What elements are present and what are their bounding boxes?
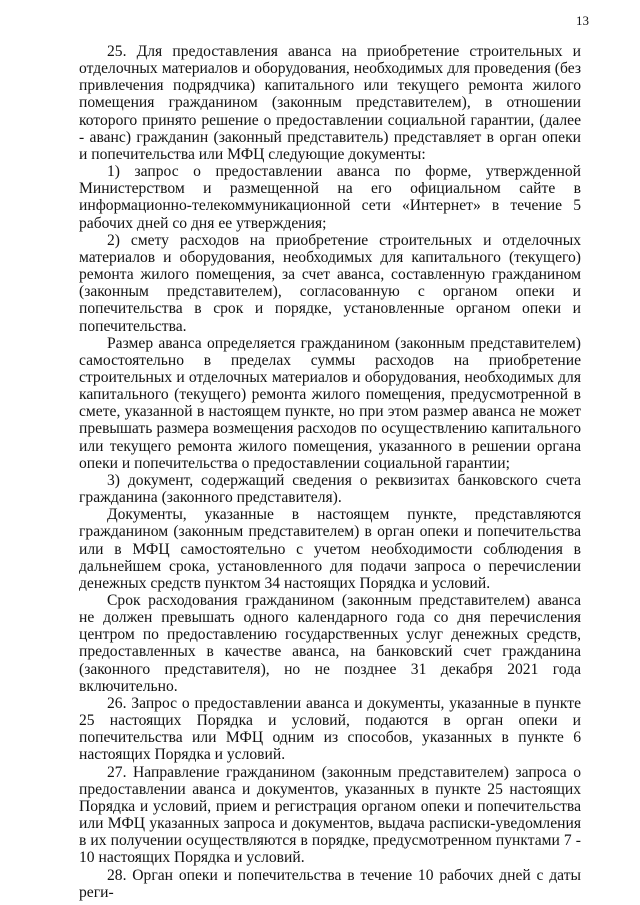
page-number: 13: [576, 13, 589, 28]
paragraph-item-27: 27. Направление гражданином (законным представителем) запроса о предоставлении аванса и документов, указанных в пункте 25 настоящих Порядка и условий, прием и регистрация органом опеки и попечительства или МФЦ указанных запроса и документов, выдача расписки-уведомления в их получении осуществляются в порядке, предусмотренном пунктами 7 - 10 настоящих Порядка и условий.: [79, 763, 581, 867]
paragraph-advance-amount: Размер аванса определяется гражданином (законным представителем) самостоятельно в пределах суммы расходов на приобретение строительных и отделочных материалов и оборудования, необходимых для капитального (текущего) ремонта жилого помещения, предусмотренной в смете, указанной в настоящем пункте, но при этом размер аванса не может превышать размера возмещения расходов по осуществлению капитального или текущего ремонта жилого помещения, указанного в решении органа опеки и попечительства о предоставлении социальной гарантии;: [79, 334, 581, 472]
paragraph-subitem-1: 1) запрос о предоставлении аванса по форме, утвержденной Министерством и размещенной на его официальном сайте в информационно-телекоммуникационной сети «Интернет» в течение 5 рабочих дней со дня ее утверждения;: [79, 163, 581, 232]
paragraph-documents-submission: Документы, указанные в настоящем пункте, представляются гражданином (законным представителем) в орган опеки и попечительства или в МФЦ самостоятельно с учетом необходимости соблюдения в дальнейшем срока, установленного для подачи запроса о перечислении денежных средств пунктом 34 настоящих Порядка и условий.: [79, 506, 581, 592]
paragraph-advance-term: Срок расходования гражданином (законным представителем) аванса не должен превышать одного календарного года со дня перечисления центром по предоставлению государственных услуг денежных средств, предоставленных в качестве аванса, на банковский счет гражданина (законного представителя), но не позднее 31 декабря 2021 года включительно.: [79, 592, 581, 695]
paragraph-item-25-intro: 25. Для предоставления аванса на приобретение строительных и отделочных материалов и оборудования, необходимых для проведения (без привлечения подрядчика) капитального или текущего ремонта жилого помещения гражданином (законным представителем), в отношении которого принято решение о предоставлении социальной гарантии, (далее - аванс) гражданин (законный представитель) представляет в орган опеки и попечительства или МФЦ следующие документы:: [79, 43, 581, 163]
paragraph-subitem-2: 2) смету расходов на приобретение строительных и отделочных материалов и оборудования, необходимых для капитального (текущего) ремонта жилого помещения, за счет аванса, составленную гражданином (законным представителем), согласованную с органом опеки и попечительства в срок и порядке, установленные органом опеки и попечительства.: [79, 231, 581, 335]
document-body: [79, 43, 581, 901]
paragraph-item-26: 26. Запрос о предоставлении аванса и документы, указанные в пункте 25 настоящих Порядка и условий, подаются в орган опеки и попечительства или МФЦ одним из способов, указанных в пункте 6 настоящих Порядка и условий.: [79, 694, 581, 764]
paragraph-item-28: 28. Орган опеки и попечительства в течение 10 рабочих дней с даты реги-: [79, 866, 581, 901]
paragraph-subitem-3: 3) документ, содержащий сведения о реквизитах банковского счета гражданина (законного представителя).: [79, 471, 581, 507]
